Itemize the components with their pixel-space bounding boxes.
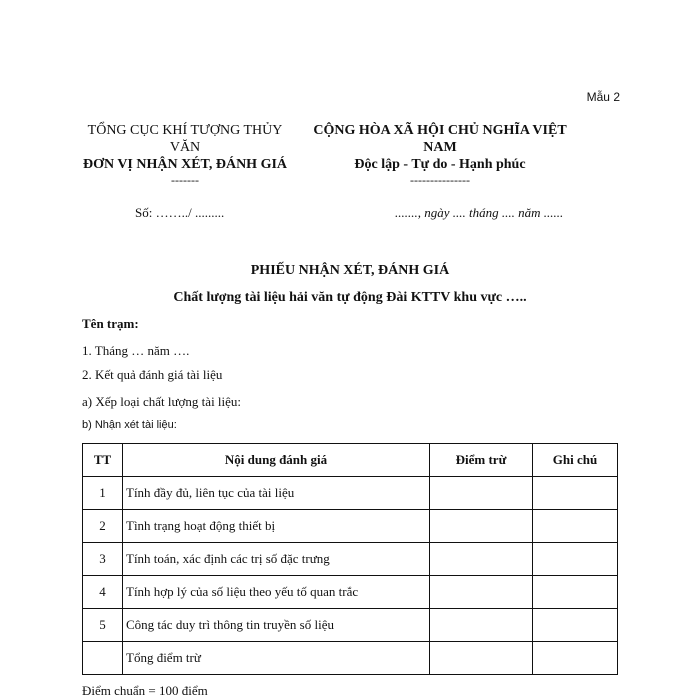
row-number: 4	[83, 576, 123, 609]
total-note-cell[interactable]	[533, 642, 618, 675]
table-row	[83, 576, 618, 609]
issuing-agency-block	[80, 122, 290, 187]
row-deduction-cell[interactable]	[430, 510, 533, 543]
quality-classification-line: a) Xếp loại chất lượng tài liệu:	[82, 394, 242, 409]
result-heading: 2. Kết quả đánh giá tài liệu	[82, 367, 223, 382]
form-subtitle: Chất lượng tài liệu hải văn tự động Đài KTTV khu vực …..	[173, 290, 527, 305]
evaluation-table	[82, 443, 618, 675]
header-content: Nội dung đánh giá	[123, 444, 430, 477]
row-note-cell[interactable]	[533, 477, 618, 510]
table-row	[83, 543, 618, 576]
total-deduction-cell[interactable]	[430, 642, 533, 675]
row-number: 1	[83, 477, 123, 510]
total-deduction-label: Tổng điểm trừ	[123, 642, 430, 675]
row-number: 2	[83, 510, 123, 543]
row-criterion: Tính đầy đủ, liên tục của tài liệu	[123, 477, 430, 510]
row-criterion: Công tác duy trì thông tin truyền số liệu	[123, 609, 430, 642]
left-dash-divider: -------	[171, 173, 199, 187]
table-header-row	[83, 444, 618, 477]
table-row	[83, 510, 618, 543]
row-note-cell[interactable]	[533, 510, 618, 543]
country-name: CỘNG HÒA XÃ HỘI CHỦ NGHĨA VIỆT NAM	[313, 123, 567, 155]
station-label: Tên trạm:	[82, 316, 139, 331]
month-line: 1. Tháng … năm ….	[82, 343, 190, 358]
agency-name: TỔNG CỤC KHÍ TƯỢNG THỦY VĂN	[87, 123, 283, 155]
row-note-cell[interactable]	[533, 609, 618, 642]
motto: Độc lập - Tự do - Hạnh phúc	[354, 157, 526, 172]
national-motto-block	[305, 122, 575, 187]
row-deduction-cell[interactable]	[430, 543, 533, 576]
form-code: Mẫu 2	[586, 90, 620, 104]
row-criterion: Tính hợp lý của số liệu theo yếu tố quan trắc	[123, 576, 430, 609]
right-dash-divider: ---------------	[410, 173, 470, 187]
table-row	[83, 477, 618, 510]
row-number: 3	[83, 543, 123, 576]
row-criterion: Tình trạng hoạt động thiết bị	[123, 510, 430, 543]
row-deduction-cell[interactable]	[430, 477, 533, 510]
row-number	[83, 642, 123, 675]
row-number: 5	[83, 609, 123, 642]
reviewing-unit: ĐƠN VỊ NHẬN XÉT, ĐÁNH GIÁ	[82, 157, 288, 172]
header-note: Ghi chú	[533, 444, 618, 477]
row-note-cell[interactable]	[533, 576, 618, 609]
document-number: Số: ……../ .........	[135, 205, 225, 220]
date-line: ......., ngày .... tháng .... năm ......	[395, 205, 564, 220]
row-note-cell[interactable]	[533, 543, 618, 576]
table-row	[83, 609, 618, 642]
form-title: PHIẾU NHẬN XÉT, ĐÁNH GIÁ	[250, 263, 450, 278]
row-criterion: Tính toán, xác định các trị số đặc trưng	[123, 543, 430, 576]
row-deduction-cell[interactable]	[430, 609, 533, 642]
row-deduction-cell[interactable]	[430, 576, 533, 609]
header-tt: TT	[83, 444, 123, 477]
header-deduction: Điểm trừ	[430, 444, 533, 477]
table-total-row	[83, 642, 618, 675]
document-comments-line: b) Nhận xét tài liệu:	[82, 419, 177, 431]
benchmark-score: Điểm chuẩn = 100 điểm	[82, 683, 208, 698]
